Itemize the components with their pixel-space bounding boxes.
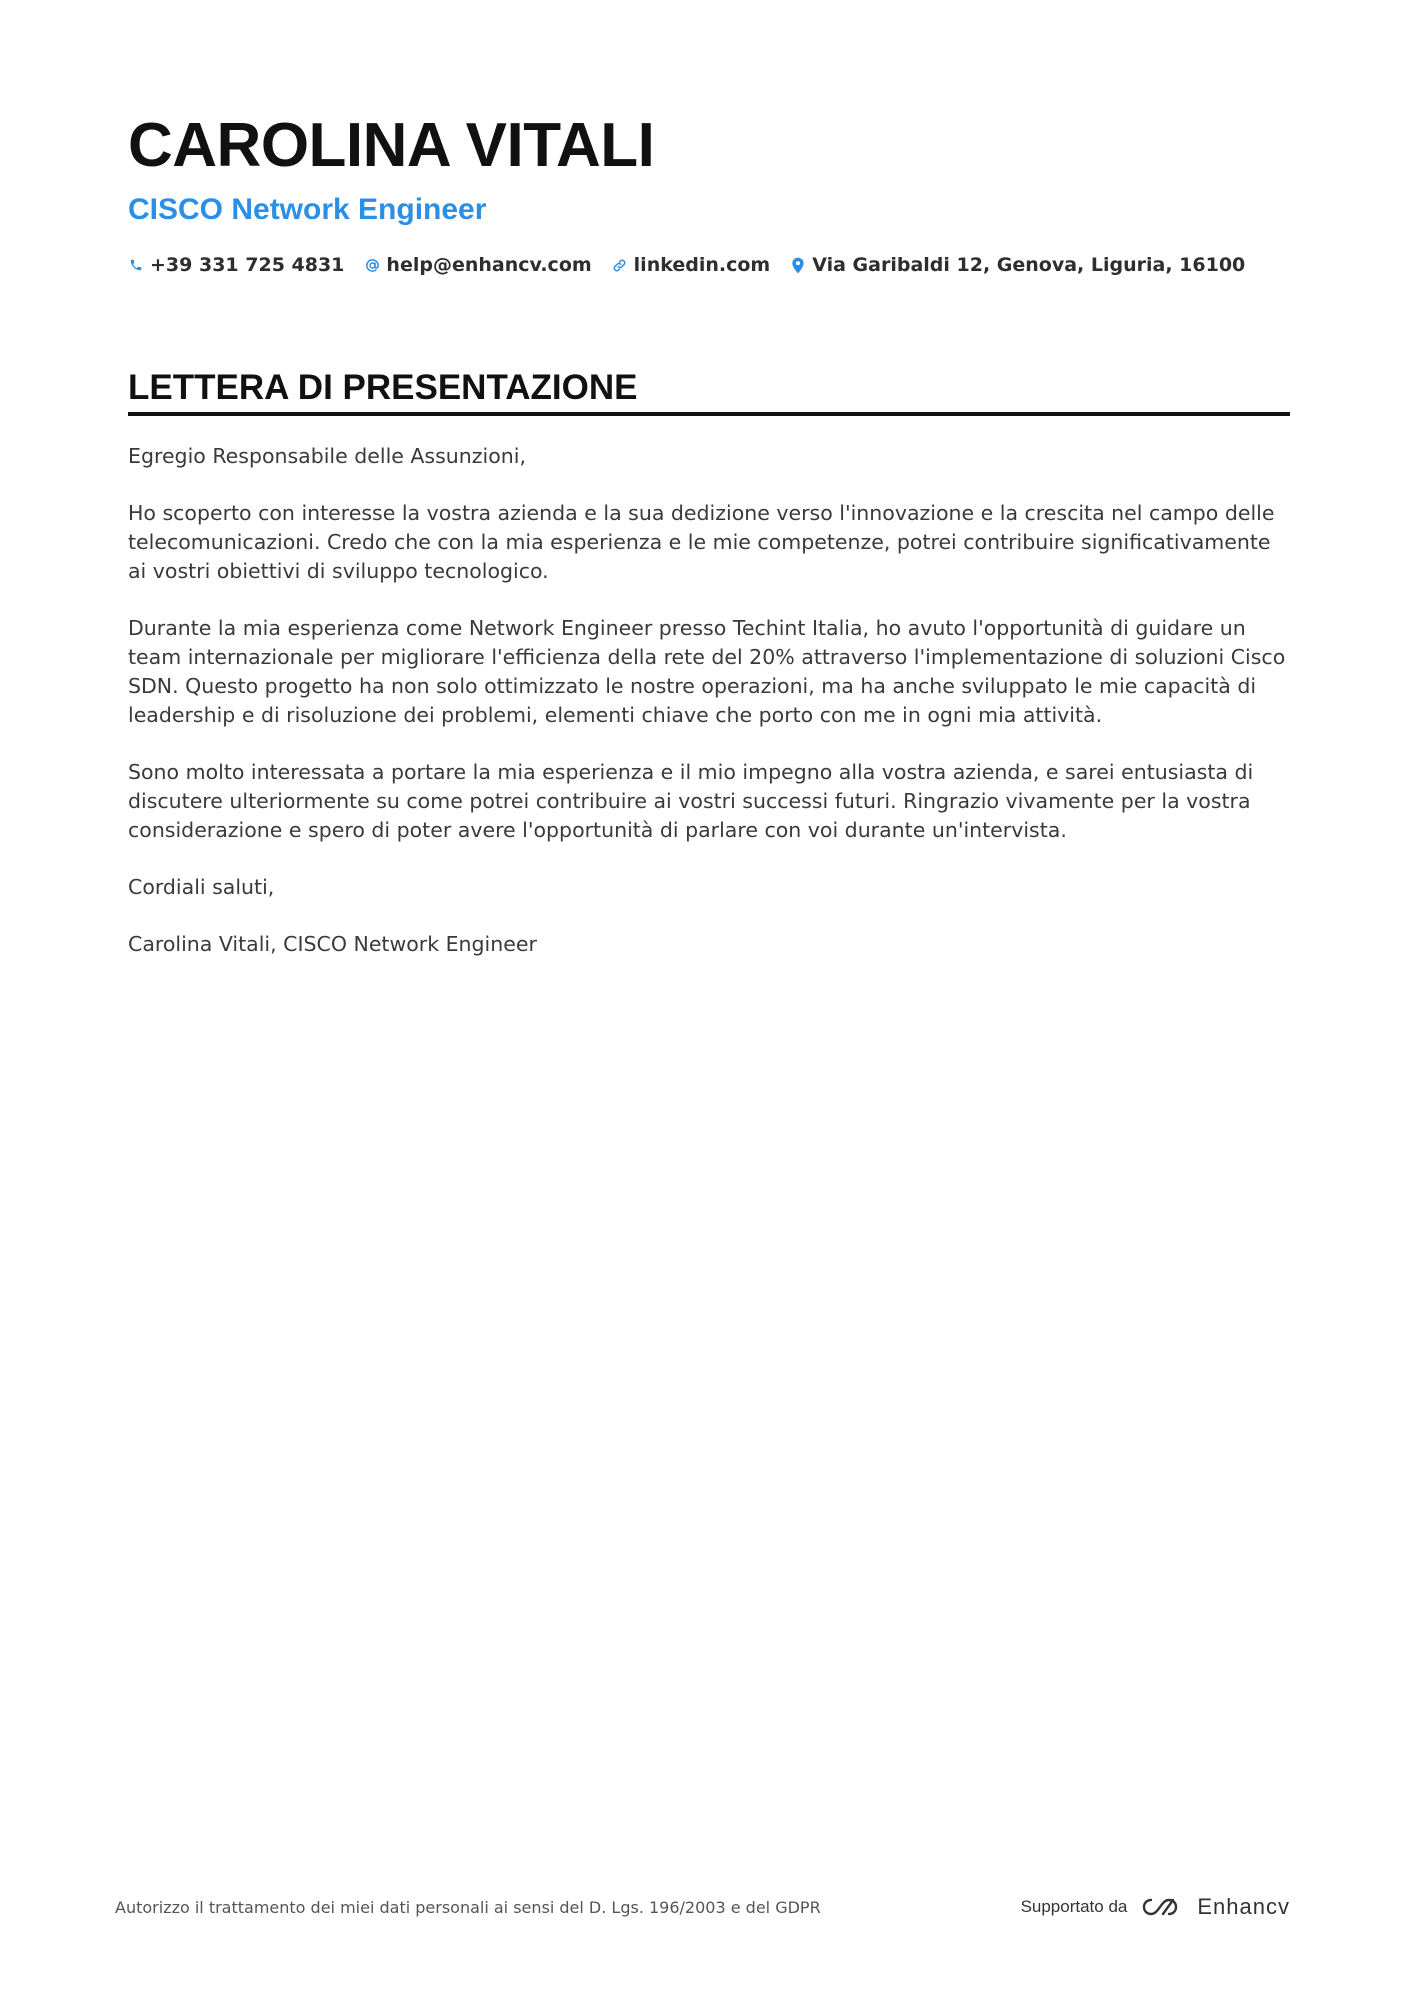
enhancv-logo-icon: [1139, 1895, 1185, 1919]
email-text[interactable]: help@enhancv.com: [386, 254, 592, 276]
phone-text[interactable]: +39 331 725 4831: [150, 254, 345, 276]
candidate-role: CISCO Network Engineer: [128, 193, 487, 226]
header: [128, 108, 1290, 276]
contact-link: [612, 254, 771, 276]
phone-icon: [128, 255, 144, 275]
footer: [115, 1892, 1290, 1922]
letter-paragraph: Ho scoperto con interesse la vostra azienda e la sua dedizione verso l'innovazione e la crescita nel campo delle telecomunicazioni. Credo che con la mia esperienza e le mie competenze, potrei contribuire significativamente ai vostri obiettivi di sviluppo tecnologico.: [128, 501, 1275, 583]
letter-closing: Cordiali saluti,: [128, 875, 275, 899]
letter-signature: Carolina Vitali, CISCO Network Engineer: [128, 932, 537, 956]
section-title: LETTERA DI PRESENTAZIONE: [128, 368, 638, 407]
letter-greeting: Egregio Responsabile delle Assunzioni,: [128, 444, 526, 468]
privacy-consent: Autorizzo il trattamento dei miei dati personali ai sensi del D. Lgs. 196/2003 e del GDPR: [115, 1897, 821, 1917]
address-text: Via Garibaldi 12, Genova, Liguria, 16100: [812, 254, 1246, 276]
cover-letter-section: [128, 366, 1290, 987]
contact-bar: [128, 254, 1290, 276]
section-divider: [128, 412, 1290, 416]
location-pin-icon: [790, 255, 806, 275]
brand-name: Enhancv: [1197, 1894, 1290, 1919]
contact-email: [364, 254, 591, 276]
link-icon: [612, 255, 628, 275]
powered-by[interactable]: [1021, 1894, 1290, 1920]
contact-phone: [128, 254, 344, 276]
contact-address: [790, 254, 1245, 276]
link-text[interactable]: linkedin.com: [633, 254, 771, 276]
at-icon: [364, 255, 380, 275]
letter-paragraph: Durante la mia esperienza come Network Engineer presso Techint Italia, ho avuto l'opportunità di guidare un team internazionale per migliorare l'efficienza della rete del 20% attraverso l'implementazione di soluzioni Cisco SDN. Questo progetto ha non solo ottimizzato le nostre operazioni, ma ha anche sviluppato le mie capacità di leadership e di risoluzione dei problemi, elementi chiave che porto con me in ogni mia attività.: [128, 616, 1286, 727]
powered-by-label: Supportato da: [1020, 1897, 1128, 1916]
letter-paragraph: Sono molto interessata a portare la mia esperienza e il mio impegno alla vostra azienda, e sarei entusiasta di discutere ulteriormente su come potrei contribuire ai vostri successi futuri. Ringrazio vivamente per la vostra considerazione e spero di poter avere l'opportunità di parlare con voi durante un'intervista.: [128, 760, 1254, 842]
candidate-name: CAROLINA VITALI: [128, 111, 655, 180]
letter-body: [128, 442, 1290, 959]
